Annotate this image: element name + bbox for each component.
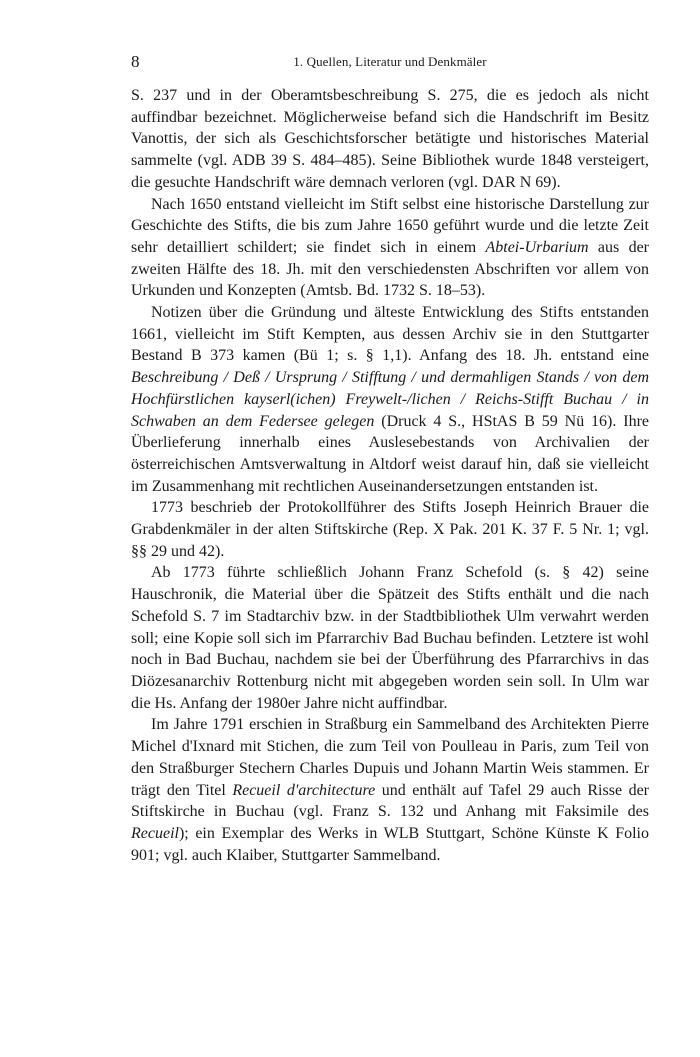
italic-title-text: Recueil (131, 824, 179, 842)
running-head: 1. Quellen, Literatur und Denkmäler (293, 54, 487, 69)
paragraph-text: Ab 1773 führte schließlich Johann Franz Schefold (s. § 42) seine Hauschronik, die Material über die Spätzeit des Stifts enthält und die nach Schefold S. 7 im Stadtarchiv bzw. in der Stadtbibliothek Ulm verwahrt werden soll; eine Kopie soll sich im Pfarrarchiv Bad Buchau befinden. Letztere ist wohl noch in Bad Buchau, nachdem sie bei der Überführung des Pfarrarchivs in das Diözesanarchiv Rottenburg nicht mit abgegeben worden sein soll. In Ulm war die Hs. Anfang der 1980er Jahre nicht auffindbar. (131, 564, 653, 712)
italic-title-text: Abtei-Urbarium (485, 238, 589, 256)
italic-title-text: Recueil d'architecture (232, 781, 376, 799)
body-text (131, 85, 654, 866)
paragraph (131, 497, 653, 562)
paragraph-text: Nach 1650 entstand vielleicht im Stift selbst eine historische Darstellung zur Geschichte des Stifts, die bis zum Jahre 1650 geführt wurde und die letzte Zeit sehr detailliert schildert; sie findet sich in einem (131, 195, 653, 256)
paragraph-text: und enthält auf Tafel 29 auch Risse der Stiftskirche in Buchau (vgl. Franz S. 132 und Anhang mit Faksimile des (131, 781, 653, 821)
paragraph-text: Im Jahre 1791 erschien in Straßburg ein Sammelband des Architekten Pierre Michel d'Ixnard mit Stichen, die zum Teil von Poulleau in Paris, zum Teil von den Straßburger Stechern Charles Dupuis und Johann Martin Weis stammen. Er trägt den Titel (131, 716, 653, 799)
paragraph (131, 85, 653, 194)
paragraph-text: Notizen über die Gründung und älteste Entwicklung des Stifts entstanden 1661, vielleicht im Stift Kempten, aus dessen Archiv sie in den Stuttgarter Bestand B 373 kamen (Bü 1; s. § 1,1). Anfang des 18. Jh. entstand eine (131, 304, 653, 365)
page-header (131, 52, 649, 72)
paragraph-text: (Druck 4 S., HStAS B 59 Nü 16). Ihre Überlieferung innerhalb eines Auslesebestands von Archivalien der österreichischen Amtsverwaltung in Altdorf weist darauf hin, daß sie vielleicht im Zusammenhang mit rechtlichen Auseinandersetzungen entstanden ist. (131, 412, 654, 495)
italic-title-text: Beschreibung / Deß / Ursprung / Stifftung / und dermahligen Stands / von dem Hochfürstlichen kayserl(ichen) Freywelt-/lichen / Reichs-Stifft Buchau / in Schwaben an dem Federsee gelegen (131, 369, 649, 430)
page-number: 8 (131, 52, 140, 71)
paragraph (131, 194, 653, 303)
paragraph (131, 302, 654, 497)
paragraph (131, 562, 653, 714)
paragraph-text: S. 237 und in der Oberamtsbeschreibung S. 275, die es jedoch als nicht auffindbar bezeichnet. Möglicherweise befand sich die Handschrift im Besitz Vanottis, der sich als Geschichtsforscher betätigte und historisches Material sammelte (vgl. ADB 39 S. 484–485). Seine Bibliothek wurde 1848 versteigert, die gesuchte Handschrift wäre demnach verloren (vgl. DAR N 69). (131, 87, 653, 191)
paragraph-text: aus der zweiten Hälfte des 18. Jh. mit den verschiedensten Abschriften vor allem von Urkunden und Konzepten (Amtsb. Bd. 1732 S. 18–53). (131, 238, 653, 300)
paragraph-text: 1773 beschrieb der Protokollführer des Stifts Joseph Heinrich Brauer die Grabdenkmäler in der alten Stiftskirche (Rep. X Pak. 201 K. 37 F. 5 Nr. 1; vgl. §§ 29 und 42). (131, 499, 653, 560)
paragraph-text: ); ein Exemplar des Werks in WLB Stuttgart, Schöne Künste K Folio 901; vgl. auch Klaiber, Stuttgarter Sammelband. (131, 824, 653, 864)
paragraph (131, 714, 653, 866)
